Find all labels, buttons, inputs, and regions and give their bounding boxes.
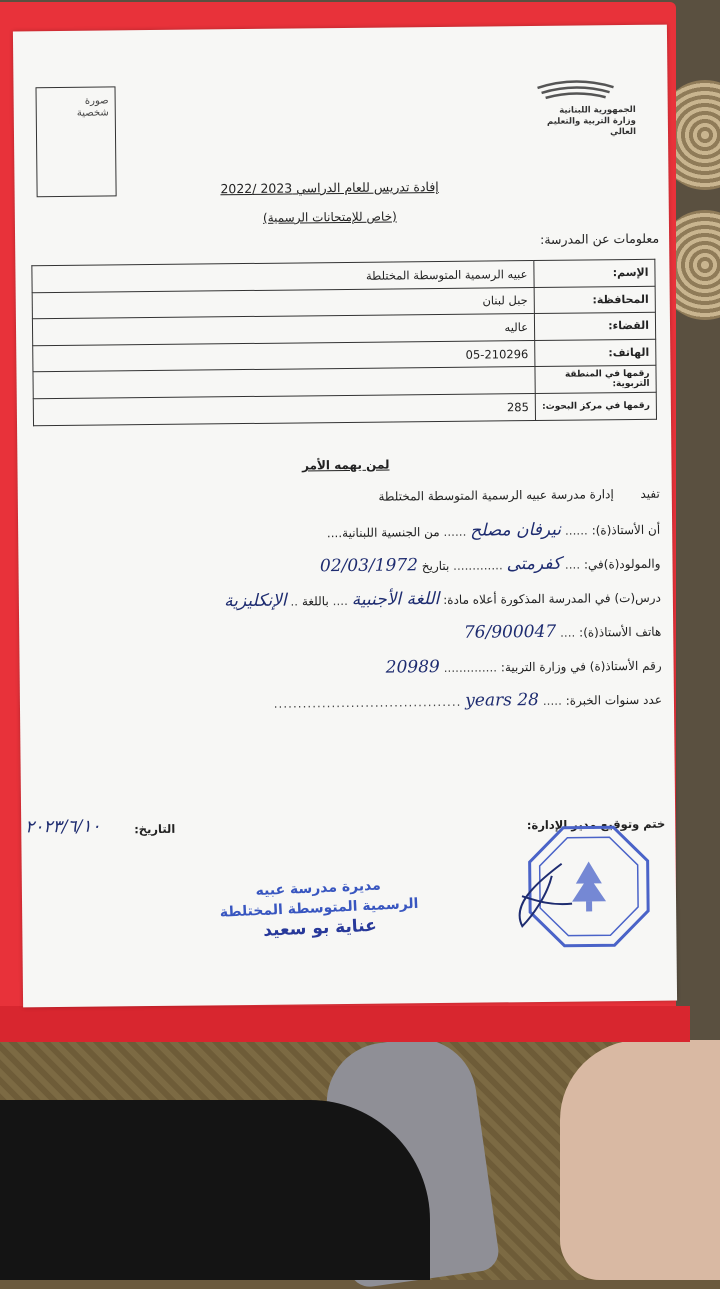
hand xyxy=(560,1040,720,1280)
ministry-label: رقم الأستاذ(ة) في وزارة التربية: xyxy=(500,658,662,675)
language-label: باللغة xyxy=(301,594,329,609)
ministry-value: 20989 xyxy=(385,657,440,678)
row-label: المحافظة: xyxy=(534,286,655,314)
to-whom-heading: لمن يهمه الأمر xyxy=(301,457,390,473)
stamp-director-name: عناية بو سعيد xyxy=(262,915,378,941)
language-value: الإنكليزية xyxy=(223,590,287,612)
born-label: والمولود(ة)في: xyxy=(583,556,661,572)
teacher-name: نيرفان مصلح xyxy=(470,519,562,541)
years-value: 28 years xyxy=(465,689,540,711)
statement-line xyxy=(378,487,659,504)
phone-value: 76/900047 xyxy=(463,621,557,643)
nationality-text: من الجنسية اللبنانية.... xyxy=(326,525,440,541)
photo-box xyxy=(35,86,116,197)
ministry-logo xyxy=(519,73,640,144)
certificate-page xyxy=(13,25,677,1008)
taught-label: درس(ت) في المدرسة المذكورة أعلاه مادة: xyxy=(443,590,661,607)
signature-label: ختم وتوقيع مدير الإدارة: xyxy=(526,816,666,833)
row-label: رقمها في مركز البحوث: xyxy=(535,392,656,420)
red-folder-edge xyxy=(0,1006,690,1042)
born-place: كفرمتى xyxy=(506,553,562,575)
logo-line-2: وزارة التربية والتعليم العالي xyxy=(546,115,637,138)
photo-label: صورة شخصية xyxy=(76,95,109,119)
row-label: رقمها في المنطقة التربوية: xyxy=(535,366,656,394)
experience-line: عدد سنوات الخبرة: ..... 28 years ....................................... xyxy=(273,689,663,711)
row-label: الإسم: xyxy=(534,259,655,287)
stamp-line-2: الرسمية المتوسطة المختلطة xyxy=(219,895,419,921)
row-value: عاليه xyxy=(32,314,534,346)
dark-cloth xyxy=(0,1100,430,1280)
row-value: 285 xyxy=(33,393,535,425)
phone-line: هاتف الأستاذ(ة): .... 76/900047 xyxy=(463,621,662,643)
born-date-label: بتاريخ xyxy=(421,558,450,574)
statement-prefix: تفيد xyxy=(640,486,660,501)
book-logo-icon xyxy=(535,73,615,102)
birth-line: والمولود(ة)في: .... كفرمتى ............. بتاريخ 02/03/1972 xyxy=(319,553,661,577)
row-value: جبل لبنان xyxy=(32,287,534,319)
subject-line: درس(ت) في المدرسة المذكورة أعلاه مادة: اللغة الأجنبية .... باللغة .. الإنكليزية xyxy=(223,589,661,612)
teacher-line: أن الأستاذ(ة): ...... نيرفان مصلح ...... من الجنسية اللبنانية.... xyxy=(326,519,661,541)
school-info-table xyxy=(31,259,657,426)
section-heading: معلومات عن المدرسة: xyxy=(540,230,660,247)
born-date: 02/03/1972 xyxy=(319,555,419,577)
issue-date: ٢٠٢٣/٦/١٠ xyxy=(25,816,101,838)
row-value: 05-210296 xyxy=(33,340,535,372)
teacher-label: أن الأستاذ(ة): xyxy=(591,522,661,538)
stamp-line-1: مديرة مدرسة عبيه xyxy=(255,877,382,900)
logo-line-1: الجمهورية اللبنانية xyxy=(559,104,636,116)
row-label: القضاء: xyxy=(534,312,655,340)
document-title: إفادة تدريس للعام الدراسي 2023 /2022 xyxy=(220,179,439,197)
row-value: عبيه الرسمية المتوسطة المختلطة xyxy=(32,261,534,293)
ministry-line: رقم الأستاذ(ة) في وزارة التربية: .............. 20989 xyxy=(385,657,662,678)
statement-text: إدارة مدرسة عبيه الرسمية المتوسطة المختلطة xyxy=(378,487,614,504)
years-label: عدد سنوات الخبرة: xyxy=(565,692,663,708)
director-stamp xyxy=(193,873,445,944)
phone-label: هاتف الأستاذ(ة): xyxy=(579,624,662,640)
handwritten-signature xyxy=(492,856,583,937)
date-label: التاريخ: xyxy=(134,821,176,837)
row-label: الهاتف: xyxy=(535,339,656,367)
subject-value: اللغة الأجنبية xyxy=(351,589,440,610)
document-subtitle: (خاص للإمتحانات الرسمية) xyxy=(262,209,397,225)
table-row xyxy=(33,392,656,425)
